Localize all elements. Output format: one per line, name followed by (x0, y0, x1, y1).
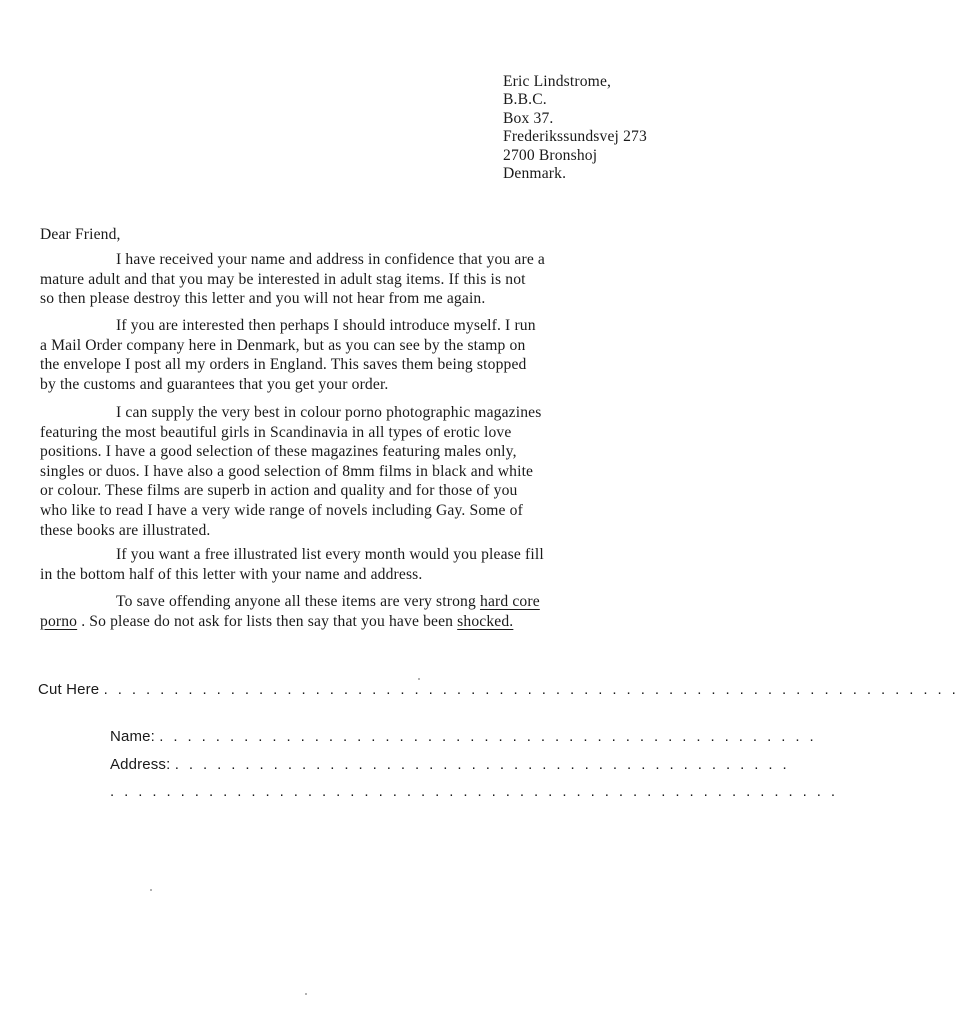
paragraph-line: the envelope I post all my orders in England. This saves them being stopped (40, 356, 527, 374)
paragraph-line: these books are illustrated. (40, 521, 211, 539)
address-field-2: . . . . . . . . . . . . . . . . . . . . . . . . . . . . . . . . . . . . . . . . . . . . . . . . . . . . (110, 783, 838, 800)
paragraph-2 (40, 316, 700, 394)
address-continuation-row (110, 783, 838, 800)
paragraph-line: who like to read I have a very wide range of novels including Gay. Some of (40, 501, 523, 519)
paragraph-3 (40, 403, 700, 540)
paragraph-line: singles or duos. I have also a good selection of 8mm films in black and white (40, 462, 534, 480)
paragraph-line: or colour. These films are superb in action and quality and for those of you (40, 482, 518, 500)
underlined-text: porno (40, 612, 78, 630)
address-label: Address: (110, 756, 171, 773)
name-field: . . . . . . . . . . . . . . . . . . . . . . . . . . . . . . . . . . . . . . . . . . . . . . . (159, 728, 817, 745)
paragraph-line: in the bottom half of this letter with your name and address. (40, 565, 423, 583)
address-line: Denmark. (503, 165, 567, 183)
address-field: . . . . . . . . . . . . . . . . . . . . . . . . . . . . . . . . . . . . . . . . . . . . (174, 756, 790, 773)
underlined-text: shocked. (457, 612, 514, 630)
address-line: 2700 Bronshoj (503, 146, 598, 164)
paragraph-line: I have received your name and address in confidence that you are a (116, 251, 546, 268)
address-line: Frederikssundsvej 273 (503, 128, 647, 146)
address-line: Box 37. (503, 109, 554, 127)
cut-here-line (38, 681, 959, 698)
name-label: Name: (110, 728, 155, 745)
paragraph-line: If you want a free illustrated list every month would you please fill (116, 546, 544, 563)
paragraph-line: positions. I have a good selection of these magazines featuring males only, (40, 443, 517, 461)
paragraph-line (40, 612, 700, 632)
paragraph-line: so then please destroy this letter and you will not hear from me again. (40, 290, 486, 308)
paragraph-line (40, 592, 700, 612)
salutation: Dear Friend, (40, 226, 121, 243)
paper-speck (150, 889, 152, 891)
paragraph-4 (40, 545, 700, 584)
sender-address (503, 73, 647, 183)
paragraph-text: To save offending anyone all these items are very strong (116, 593, 480, 610)
paragraph-line: If you are interested then perhaps I should introduce myself. I run (116, 317, 536, 334)
paragraph-line: mature adult and that you may be interested in adult stag items. If this is not (40, 270, 526, 288)
paragraph-line: I can supply the very best in colour porno photographic magazines (116, 404, 542, 421)
cut-here-dots: . . . . . . . . . . . . . . . . . . . . . . . . . . . . . . . . . . . . . . . . . . . . . . . . . . . . . . . . . . . . . (103, 681, 959, 698)
address-row (110, 756, 790, 773)
paragraph-line: a Mail Order company here in Denmark, but as you can see by the stamp on (40, 336, 526, 354)
paper-speck (305, 993, 307, 995)
name-row (110, 728, 817, 745)
address-line: Eric Lindstrome, (503, 73, 612, 90)
address-line: B.B.C. (503, 91, 547, 109)
paragraph-line: by the customs and guarantees that you get your order. (40, 375, 389, 393)
underlined-text: hard core (480, 593, 540, 610)
paragraph-text: . So please do not ask for lists then say that you have been (77, 612, 458, 630)
paper-speck (418, 678, 420, 680)
paragraph-5 (40, 592, 700, 631)
paragraph-line: featuring the most beautiful girls in Scandinavia in all types of erotic love (40, 423, 512, 441)
cut-here-label: Cut Here (38, 681, 100, 698)
paragraph-1 (40, 250, 700, 309)
